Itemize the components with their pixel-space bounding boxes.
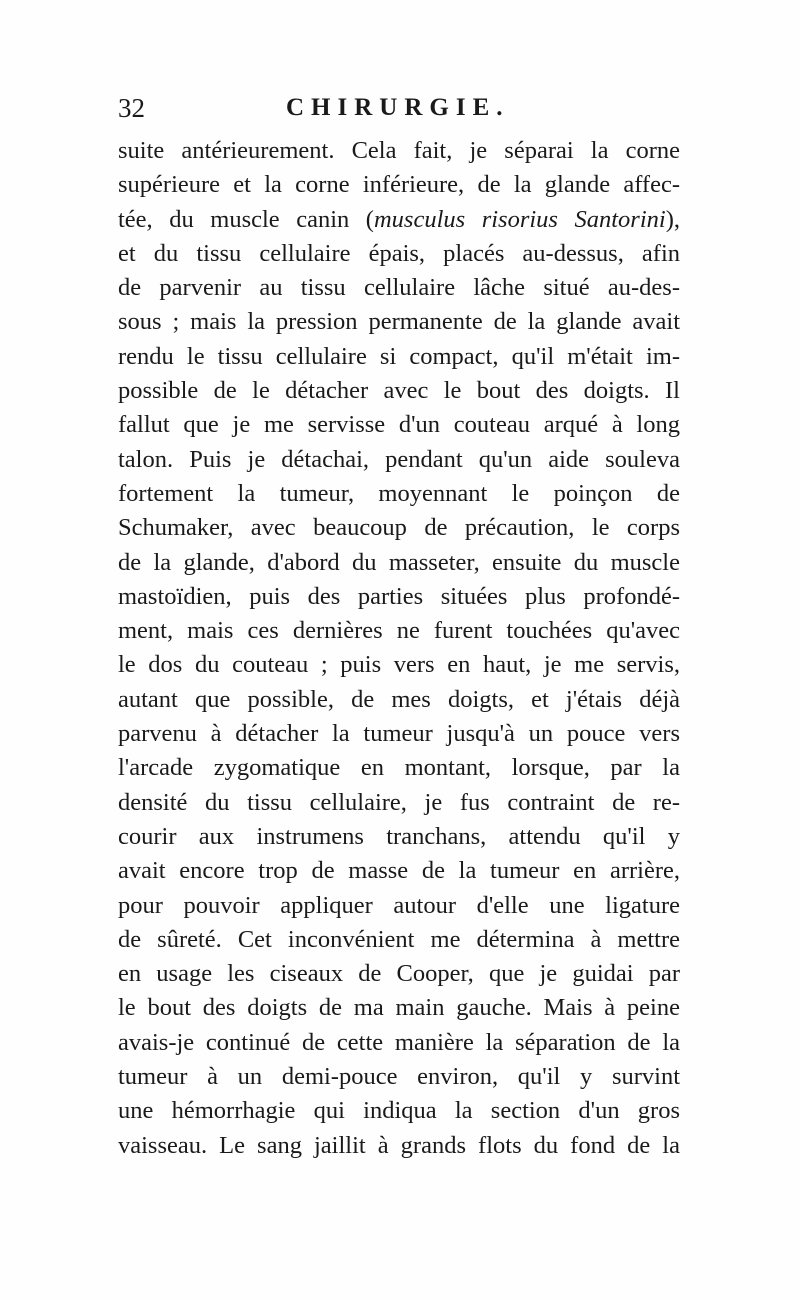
text-line: courir aux instrumens tranchans, attendu qu'il y bbox=[118, 822, 680, 850]
text-line: suite antérieurement. Cela fait, je séparai la corne bbox=[118, 137, 680, 164]
body-text bbox=[118, 134, 680, 1163]
text-line: fallut que je me servisse d'un couteau arqué à long bbox=[118, 411, 680, 439]
text-line: et du tissu cellulaire épais, placés au-dessus, afin bbox=[118, 239, 680, 267]
text-line: talon. Puis je détachai, pendant qu'un aide souleva bbox=[118, 445, 680, 473]
text-line: de la glande, d'abord du masseter, ensuite du muscle bbox=[118, 548, 680, 576]
text-fragment: tée, du muscle canin ( bbox=[118, 205, 374, 233]
text-line: l'arcade zygomatique en montant, lorsque, par la bbox=[118, 754, 680, 782]
text-line: fortement la tumeur, moyennant le poinçon de bbox=[118, 479, 680, 507]
page-number: 32 bbox=[118, 93, 145, 123]
text-line: rendu le tissu cellulaire si compact, qu'il m'était im- bbox=[118, 342, 680, 370]
text-line: de parvenir au tissu cellulaire lâche situé au-des- bbox=[118, 274, 680, 302]
running-head: CHIRURGIE. bbox=[286, 94, 510, 121]
page-header bbox=[118, 88, 678, 128]
text-line: autant que possible, de mes doigts, et j'étais déjà bbox=[118, 685, 680, 713]
text-line: tumeur à un demi-pouce environ, qu'il y survint bbox=[118, 1063, 680, 1091]
text-line: le bout des doigts de ma main gauche. Mais à peine bbox=[118, 994, 680, 1022]
text-line: de sûreté. Cet inconvénient me détermina à mettre bbox=[118, 925, 680, 953]
text-line: densité du tissu cellulaire, je fus contraint de re- bbox=[118, 788, 680, 816]
text-line: Schumaker, avec beaucoup de précaution, le corps bbox=[118, 514, 680, 542]
italic-latin-term: musculus risorius Santorini bbox=[373, 205, 666, 233]
text-fragment: ), bbox=[665, 205, 680, 233]
text-line: possible de le détacher avec le bout des doigts. Il bbox=[118, 377, 680, 405]
text-line: pour pouvoir appliquer autour d'elle une ligature bbox=[118, 891, 680, 919]
text-line: mastoïdien, puis des parties situées plus profondé- bbox=[118, 582, 680, 610]
text-line: en usage les ciseaux de Cooper, que je guidai par bbox=[118, 960, 680, 988]
text-line: supérieure et la corne inférieure, de la glande affec- bbox=[118, 171, 680, 199]
text-line: une hémorrhagie qui indiqua la section d'un gros bbox=[118, 1097, 680, 1125]
text-line: parvenu à détacher la tumeur jusqu'à un pouce vers bbox=[118, 720, 680, 748]
text-line: avais-je continué de cette manière la séparation de la bbox=[118, 1028, 680, 1056]
text-line-with-italic bbox=[118, 203, 680, 237]
text-line: ment, mais ces dernières ne furent touchées qu'avec bbox=[118, 617, 680, 645]
text-line: avait encore trop de masse de la tumeur en arrière, bbox=[118, 857, 680, 885]
text-line: le dos du couteau ; puis vers en haut, je me servis, bbox=[118, 651, 680, 679]
text-line: vaisseau. Le sang jaillit à grands flots du fond de la bbox=[118, 1131, 680, 1159]
text-line: sous ; mais la pression permanente de la glande avait bbox=[118, 308, 680, 336]
